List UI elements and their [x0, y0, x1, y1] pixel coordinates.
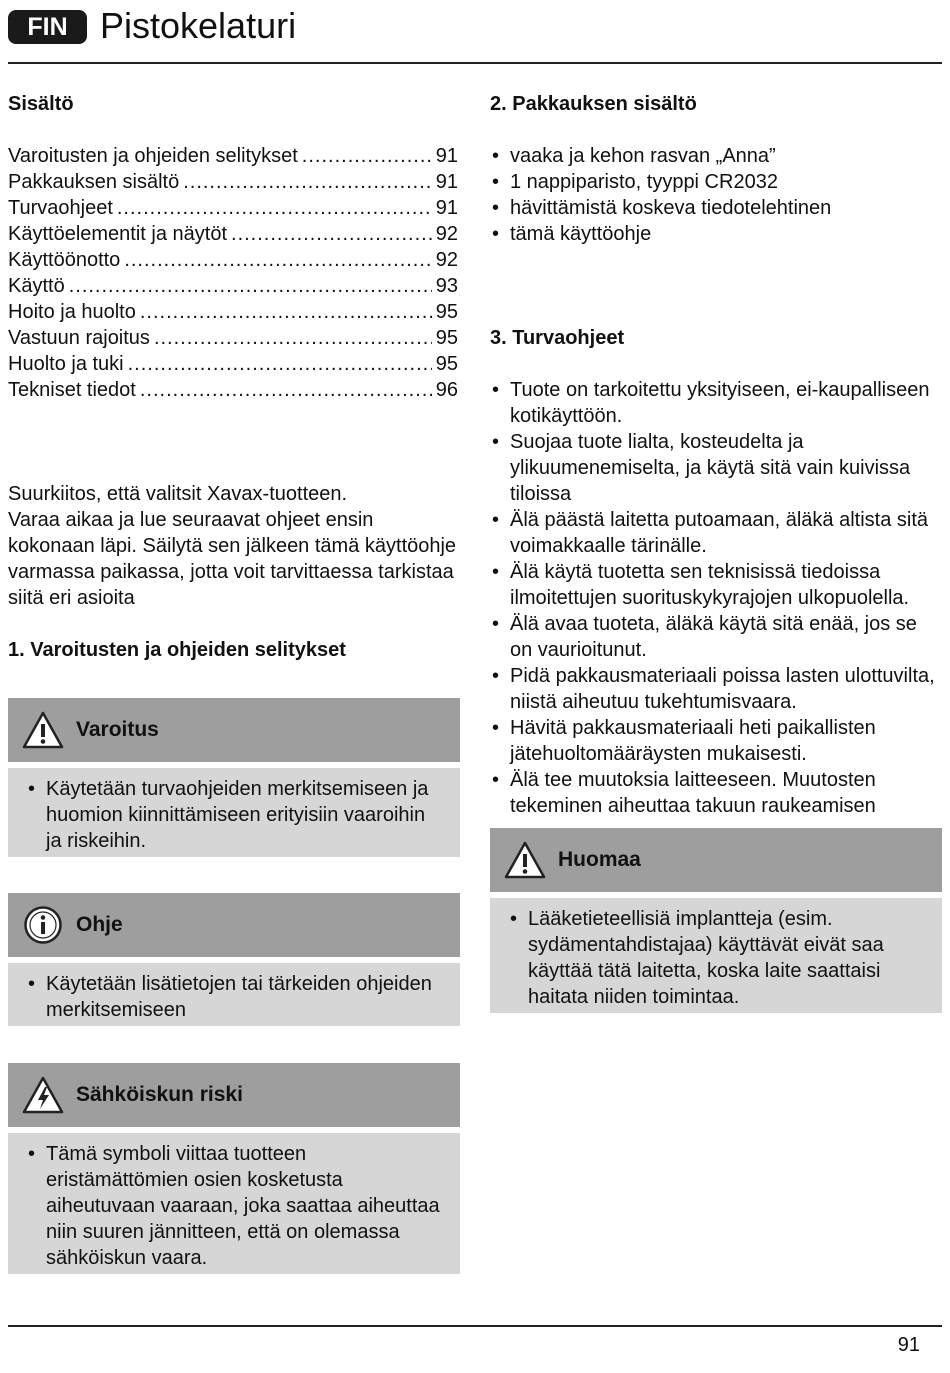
list-item: • Käytetään lisätietojen tai tärkeiden ohjeiden merkitsemiseen [26, 971, 444, 1023]
page-number: 91 [897, 1334, 920, 1356]
toc-item[interactable] [8, 377, 458, 403]
toc-item-title: Pakkauksen sisältö [8, 171, 180, 193]
list-item: • Suojaa tuote lialta, kosteudelta ja ylikuumenemiselta, ja käytä sitä vain kuivissa tiloissa [490, 429, 940, 507]
warning-triangle-icon [22, 709, 64, 751]
warning-title: Varoitus [76, 718, 159, 741]
toc-item-page: 91 [435, 171, 458, 193]
shock-box-body [8, 1133, 460, 1274]
list-item: • Käytetään turvaohjeiden merkitsemiseen ja huomion kiinnittämiseen erityisiin vaaroihin ja riskeihin. [26, 776, 444, 854]
toc-item-title: Hoito ja huolto [8, 301, 136, 323]
list-item: • tämä käyttöohje [490, 221, 940, 247]
toc-item[interactable] [8, 273, 458, 299]
toc-item[interactable] [8, 195, 458, 221]
intro-instructions: Varaa aikaa ja lue seuraavat ohjeet ensin kokonaan läpi. Säilytä sen jälkeen tämä käyttöohje varmassa paikassa, jotta voit tarvittaessa tarkistaa siitä eri asioita [8, 509, 457, 609]
info-icon [22, 904, 64, 946]
intro-thanks: Suurkiitos, että valitsit Xavax-tuotteen. [8, 483, 348, 505]
warning-box-header [8, 698, 460, 762]
list-item: • Älä päästä laitetta putoamaan, äläkä altista sitä voimakkaalle tärinälle. [490, 507, 940, 559]
toc-item-title: Tekniset tiedot [8, 379, 136, 401]
section3-heading: 3. Turvaohjeet [490, 327, 625, 349]
toc-item-page: 91 [435, 197, 458, 219]
notice-box-header [490, 828, 942, 892]
note-title: Ohje [76, 913, 123, 936]
note-box-header [8, 893, 460, 957]
toc-item-title: Käyttöönotto [8, 249, 121, 271]
toc-item[interactable] [8, 351, 458, 377]
list-item: • Älä avaa tuoteta, äläkä käytä sitä enää, jos se on vaurioitunut. [490, 611, 940, 663]
shock-title: Sähköiskun riski [76, 1083, 243, 1106]
left-column [8, 0, 460, 1300]
toc-item-page: 92 [435, 249, 458, 271]
toc-item-page: 93 [435, 275, 458, 297]
toc-item-title: Käyttöelementit ja näytöt [8, 223, 228, 245]
toc-item-title: Varoitusten ja ohjeiden selitykset [8, 145, 298, 167]
toc-item[interactable] [8, 169, 458, 195]
toc-item-title: Turvaohjeet [8, 197, 113, 219]
toc-item-page: 96 [435, 379, 458, 401]
electric-shock-icon [22, 1074, 64, 1116]
list-item: • vaaka ja kehon rasvan „Anna” [490, 143, 940, 169]
section2-heading: 2. Pakkauksen sisältö [490, 93, 697, 115]
toc-item-page: 95 [435, 327, 458, 349]
language-badge: FIN [8, 10, 87, 44]
list-item: • hävittämistä koskeva tiedotelehtinen [490, 195, 940, 221]
document-title: Pistokelaturi [100, 5, 297, 46]
list-item: • Lääketieteellisiä implantteja (esim. sydämentahdistajaa) käyttävät eivät saa käyttää tätä laitetta, koska laite saattaisi haitata niiden toimintaa. [508, 906, 902, 1010]
toc-item[interactable] [8, 247, 458, 273]
safety-list [490, 377, 940, 819]
list-item: • Älä tee muutoksia laitteeseen. Muutosten tekeminen aiheuttaa takuun raukeamisen [490, 767, 940, 819]
shock-box-header [8, 1063, 460, 1127]
table-of-contents [8, 143, 458, 403]
toc-item-page: 91 [435, 145, 458, 167]
toc-item[interactable] [8, 325, 458, 351]
list-item: • Älä käytä tuotetta sen teknisissä tiedoissa ilmoitettujen suorituskykyrajojen ulkopuolella. [490, 559, 940, 611]
toc-item-title: Vastuun rajoitus [8, 327, 150, 349]
notice-box-body [490, 898, 942, 1013]
section1-heading: 1. Varoitusten ja ohjeiden selitykset [8, 639, 346, 661]
notice-title: Huomaa [558, 848, 641, 871]
list-item: • Tuote on tarkoitettu yksityiseen, ei-kaupalliseen kotikäyttöön. [490, 377, 940, 429]
footer-divider [8, 1325, 942, 1327]
toc-item-title: Käyttö [8, 275, 65, 297]
warning-triangle-icon [504, 839, 546, 881]
right-column [490, 0, 942, 1300]
list-item: • Pidä pakkausmateriaali poissa lasten ulottuvilta, niistä aiheutuu tukehtumisvaara. [490, 663, 940, 715]
note-box-body [8, 963, 460, 1026]
toc-item[interactable] [8, 221, 458, 247]
toc-item-page: 92 [435, 223, 458, 245]
warning-list [8, 768, 460, 860]
toc-item-title: Huolto ja tuki [8, 353, 124, 375]
toc-item-page: 95 [435, 353, 458, 375]
note-list [8, 963, 460, 1029]
list-item: • Tämä symboli viittaa tuotteen eristämättömien osien kosketusta aiheutuvaan vaaraan, joka saattaa aiheuttaa niin suuren jännitteen, että on olemassa sähköiskun vaara. [26, 1141, 444, 1271]
toc-item-page: 95 [435, 301, 458, 323]
toc-heading: Sisältö [8, 93, 74, 115]
toc-item[interactable] [8, 299, 458, 325]
package-contents-list [490, 143, 940, 247]
list-item: • Hävitä pakkausmateriaali heti paikallisten jätehuoltomääräysten mukaisesti. [490, 715, 940, 767]
toc-item[interactable] [8, 143, 458, 169]
warning-box-body [8, 768, 460, 857]
shock-list [8, 1133, 460, 1277]
notice-list [490, 898, 942, 1016]
list-item: • 1 nappiparisto, tyyppi CR2032 [490, 169, 940, 195]
